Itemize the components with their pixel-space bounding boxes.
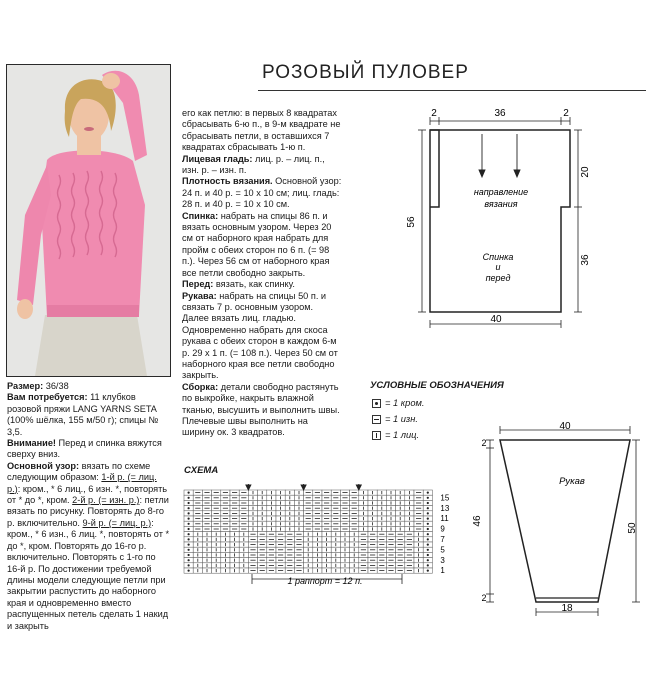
piece-label-2: и xyxy=(495,262,501,272)
main-pattern-paragraph xyxy=(7,461,170,632)
row-9-label: 9-й р. (= лиц. р.) xyxy=(82,517,152,528)
main-pattern-text-2: : кром., * 6 лиц., 6 изн. *, повторять от * до *, кром. xyxy=(7,483,168,506)
knitting-chart-grid xyxy=(184,490,432,573)
chart-selvage-mark xyxy=(427,507,429,509)
chart-selvage-mark xyxy=(188,559,190,561)
arrow-down-icon xyxy=(301,485,306,490)
chart-selvage-mark xyxy=(427,544,429,546)
chart-selvage-mark xyxy=(427,518,429,520)
size-value: 36/38 xyxy=(43,381,69,391)
chart-selvage-mark xyxy=(427,523,429,525)
chart-selvage-mark xyxy=(427,549,429,551)
chart-row-number: 15 xyxy=(440,493,450,503)
legend xyxy=(372,398,424,440)
dim-top-left: 2 xyxy=(431,108,437,119)
back-paragraph xyxy=(182,211,342,279)
legend-item-label: = 1 кром. xyxy=(385,398,425,408)
arrow-down-icon xyxy=(356,485,361,490)
direction-label-1: направление xyxy=(473,187,529,197)
sleeve-dim-right-height: 50 xyxy=(627,522,638,534)
chart-selvage-mark xyxy=(188,544,190,546)
page-title: РОЗОВЫЙ ПУЛОВЕР xyxy=(262,62,469,83)
chart-selvage-mark xyxy=(188,518,190,520)
chart-selvage-mark xyxy=(427,528,429,530)
chart-selvage-mark xyxy=(427,559,429,561)
knit-stitch-icon xyxy=(372,431,381,440)
chart-selvage-mark xyxy=(427,512,429,514)
chart-selvage-mark xyxy=(427,538,429,540)
knitting-chart xyxy=(180,484,450,589)
row-2-label: 2-й р. (= изн. р.) xyxy=(72,495,140,506)
dim-right-upper: 20 xyxy=(580,166,591,178)
chart-selvage-mark xyxy=(427,502,429,504)
chart-selvage-mark xyxy=(188,497,190,499)
purl-stitch-icon xyxy=(372,415,381,424)
chart-selvage-mark xyxy=(427,564,429,566)
assembly-paragraph xyxy=(182,382,342,439)
arrow-down-icon xyxy=(514,170,520,177)
front-label: Перед: xyxy=(182,279,214,290)
dim-top-mid: 36 xyxy=(494,108,506,119)
piece-label-3: перед xyxy=(485,273,511,283)
sleeve-dim-left-bottom: 2 xyxy=(481,593,487,603)
chart-selvage-mark xyxy=(427,492,429,494)
model-photo xyxy=(6,64,171,377)
back-label: Спинка: xyxy=(182,210,219,221)
dim-bottom: 40 xyxy=(490,314,502,325)
main-pattern-text-1: вязать по схеме следующим образом: xyxy=(7,460,151,483)
legend-item-purl xyxy=(372,414,424,424)
chart-selvage-mark xyxy=(188,570,190,572)
arrow-down-icon xyxy=(479,170,485,177)
sleeve-outline xyxy=(500,440,630,602)
sleeve-dim-left-height: 46 xyxy=(472,515,483,527)
legend-item-label: = 1 лиц. xyxy=(385,430,420,440)
back-text: набрать на спицы 86 п. и вязать основным узором. Через 20 см от наборного края набрать для пройм с обеих сторон по 6 п. (= 98 п.). Через 56 см от наборного края все петли свободно закрыть. xyxy=(182,210,332,278)
sleeve-paragraph xyxy=(182,291,342,382)
chart-selvage-mark xyxy=(188,523,190,525)
legend-item-label: = 1 изн. xyxy=(385,414,418,424)
chart-row-number: 3 xyxy=(440,555,445,565)
main-pattern-text-3: : петли вязать по рисунку. Повторять до 8-го р. включительно. xyxy=(7,495,169,528)
gauge-label: Плотность вязания. xyxy=(182,176,273,187)
chart-selvage-mark xyxy=(427,570,429,572)
row-1-label: 1-й р. (= лиц. р.) xyxy=(7,472,157,494)
gauge-text: Основной узор: 24 п. и 40 р. = 10 х 10 см; лиц. гладь: 28 п. и 40 р. = 10 х 10 см. xyxy=(182,176,342,210)
materials-paragraph xyxy=(7,392,170,438)
assembly-text: детали свободно растянуть по выкройке, накрыть влажной тканью, высушить и выполнить швы. Плечевые швы выполнить на ширину ок. 3 квадратов. xyxy=(182,381,340,438)
attention-label: Внимание! xyxy=(7,438,56,449)
selvage-stitch-icon xyxy=(372,399,381,408)
attention-text: Перед и спинка вяжутся сверху вниз. xyxy=(7,438,162,460)
assembly-label: Сборка: xyxy=(182,381,219,392)
legend-item-selvage xyxy=(372,398,424,408)
direction-label-2: вязания xyxy=(484,199,518,209)
sleeve-label: Рукав xyxy=(559,476,585,487)
chart-selvage-mark xyxy=(188,564,190,566)
arrow-down-icon xyxy=(246,485,251,490)
sleeve-text: набрать на спицы 50 п. и связать 7 р. основным узором. Далее вязать лиц. гладью. Одновременно набрать для скоса рукава с обеих сторон в каждом 6-м р. 29 х 1 п. (= 108 п.). Через 50 см от наборного края все петли свободно закрыть. xyxy=(182,290,338,381)
chart-row-number: 11 xyxy=(440,514,449,524)
stockinette-label: Лицевая гладь: xyxy=(182,153,253,164)
size-paragraph xyxy=(7,381,170,392)
attention-paragraph xyxy=(7,438,170,461)
chart-selvage-mark xyxy=(188,502,190,504)
chart-selvage-mark xyxy=(427,497,429,499)
chart-selvage-mark xyxy=(188,533,190,535)
repeat-label: 1 раппорт = 12 п. xyxy=(287,576,363,586)
stockinette-paragraph xyxy=(182,154,342,177)
dim-right-lower: 36 xyxy=(580,254,591,266)
stockinette-text: лиц. р. – лиц. п., изн. р. – изн. п. xyxy=(182,153,325,176)
chart-selvage-mark xyxy=(188,549,190,551)
chart-selvage-mark xyxy=(188,492,190,494)
continuation-paragraph: его как петлю: в первых 8 квадратах сбрасывать 6-ю п., в 9-м квадрате не сбрасывать петли, в оставшихся 7 квадратах сбрасывать 1-ю п. xyxy=(182,108,341,153)
chart-selvage-mark xyxy=(188,512,190,514)
size-label: Размер: xyxy=(7,381,44,391)
chart-selvage-mark xyxy=(188,507,190,509)
sleeve-label: Рукава: xyxy=(182,290,217,301)
chart-selvage-mark xyxy=(427,554,429,556)
chart-row-number: 9 xyxy=(440,524,445,534)
front-paragraph xyxy=(182,279,342,290)
front-text: вязать, как спинку. xyxy=(213,279,295,290)
title-divider xyxy=(258,90,646,91)
sleeve-dim-left-top: 2 xyxy=(481,438,487,448)
main-pattern-label: Основной узор: xyxy=(7,460,80,471)
piece-label-1: Спинка xyxy=(482,252,514,262)
materials-text: 11 клубков розовой пряжи LANG YARNS SETA (100% шёлка, 155 м/50 г); спицы № 3,5. xyxy=(7,392,159,437)
chart-row-number: 1 xyxy=(440,566,445,576)
sleeve-pattern-diagram xyxy=(470,418,648,623)
chart-row-number: 5 xyxy=(440,545,445,555)
sleeve-dim-bottom: 18 xyxy=(561,603,573,614)
chart-selvage-mark xyxy=(188,528,190,530)
left-text-column xyxy=(7,381,170,632)
legend-item-knit xyxy=(372,430,424,440)
dim-left-height: 56 xyxy=(406,216,417,228)
main-pattern-text-4: : кром., * 6 изн., 6 лиц. *, повторять от * до *, кром. Повторять до 16-го р. включительно. Повторять с 1-го по 16-й р. По достижении требуемой длины модели следующие петли при закрытии распустить до наборного края и одновременно вместо распущенных петель сделать 1 накид и закрыть xyxy=(7,517,170,631)
chart-selvage-mark xyxy=(188,538,190,540)
schema-title: СХЕМА xyxy=(184,465,219,476)
body-pattern-diagram xyxy=(400,100,600,340)
sleeve-dim-top: 40 xyxy=(559,421,571,432)
body-armhole-left xyxy=(430,130,439,207)
middle-text-column xyxy=(182,108,342,439)
gauge-paragraph xyxy=(182,176,342,210)
chart-row-number: 13 xyxy=(440,503,450,513)
chart-selvage-mark xyxy=(427,533,429,535)
chart-row-number: 7 xyxy=(440,535,445,544)
legend-title: УСЛОВНЫЕ ОБОЗНАЧЕНИЯ xyxy=(370,380,504,391)
body-outline xyxy=(430,130,570,312)
dim-top-right: 2 xyxy=(563,108,569,119)
chart-selvage-mark xyxy=(188,554,190,556)
materials-label: Вам потребуется: xyxy=(7,392,88,403)
